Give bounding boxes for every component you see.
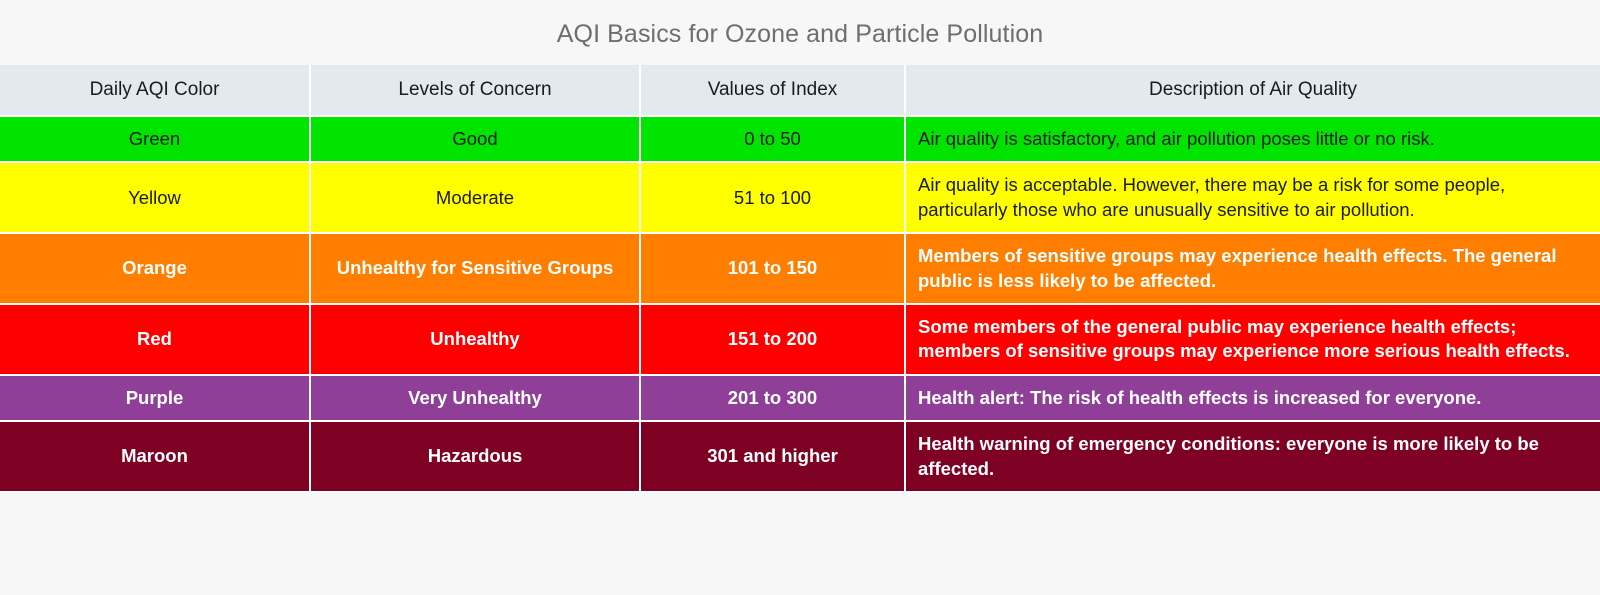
cell-values: 151 to 200 (640, 304, 905, 375)
cell-level: Unhealthy (310, 304, 640, 375)
cell-values: 0 to 50 (640, 116, 905, 162)
page-title: AQI Basics for Ozone and Particle Pollution (556, 20, 1044, 48)
column-header-levels-of-concern: Levels of Concern (310, 65, 640, 116)
cell-description: Air quality is satisfactory, and air pollution poses little or no risk. (905, 116, 1600, 162)
cell-level: Moderate (310, 162, 640, 233)
table-body (0, 116, 1600, 492)
cell-description: Members of sensitive groups may experience health effects. The general public is less likely to be affected. (905, 233, 1600, 304)
cell-color-name: Purple (0, 375, 310, 421)
table-header-row (0, 65, 1600, 116)
table-row (0, 162, 1600, 233)
cell-color-name: Orange (0, 233, 310, 304)
cell-values: 101 to 150 (640, 233, 905, 304)
cell-color-name: Red (0, 304, 310, 375)
cell-color-name: Yellow (0, 162, 310, 233)
cell-description: Health alert: The risk of health effects is increased for everyone. (905, 375, 1600, 421)
aqi-table (0, 65, 1600, 493)
column-header-values-of-index: Values of Index (640, 65, 905, 116)
cell-description: Health warning of emergency conditions: everyone is more likely to be affected. (905, 421, 1600, 492)
cell-values: 51 to 100 (640, 162, 905, 233)
cell-color-name: Maroon (0, 421, 310, 492)
cell-description: Some members of the general public may experience health effects; members of sensitive groups may experience more serious health effects. (905, 304, 1600, 375)
cell-values: 201 to 300 (640, 375, 905, 421)
cell-description: Air quality is acceptable. However, there may be a risk for some people, particularly those who are unusually sensitive to air pollution. (905, 162, 1600, 233)
cell-level: Unhealthy for Sensitive Groups (310, 233, 640, 304)
table-row (0, 233, 1600, 304)
table-row (0, 304, 1600, 375)
cell-level: Good (310, 116, 640, 162)
cell-color-name: Green (0, 116, 310, 162)
cell-values: 301 and higher (640, 421, 905, 492)
column-header-daily-aqi-color: Daily AQI Color (0, 65, 310, 116)
table-row (0, 421, 1600, 492)
table-row (0, 116, 1600, 162)
cell-level: Hazardous (310, 421, 640, 492)
cell-level: Very Unhealthy (310, 375, 640, 421)
column-header-description-of-air-quality: Description of Air Quality (905, 65, 1600, 116)
table-row (0, 375, 1600, 421)
